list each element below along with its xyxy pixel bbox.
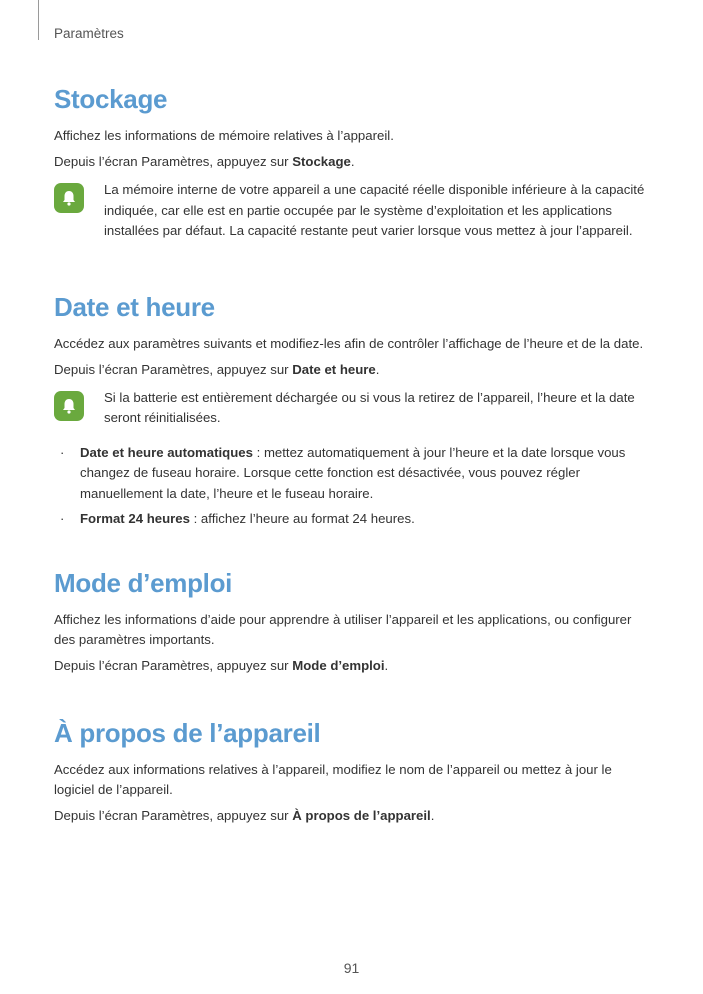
option-desc: : mettez automatiquement à jour l’heure et la date lorsque vous changez de fuseau horaire. Lorsque cette fonction est désactivée, vous pouvez régler manuellement la date, l’heure et le fuseau horaire. (80, 444, 626, 501)
note-text: La mémoire interne de votre appareil a une capacité réelle disponible inférieure à la capacité indiquée, car elle est en partie occupée par le système d’exploitation et les applications installées par défaut. La capacité restante peut varier lorsque vous mettez à jour l’appareil. (104, 182, 645, 238)
path-target: À propos de l’appareil (292, 807, 431, 823)
section-date-heure (54, 290, 654, 530)
running-header: Paramètres (54, 26, 124, 41)
bell-notice-icon (54, 183, 84, 213)
section-a-propos (54, 716, 654, 826)
navigation-path: Depuis l’écran Paramètres, appuyez sur À propos de l’appareil. (54, 807, 435, 823)
section-mode-emploi (54, 566, 654, 676)
path-target: Date et heure (292, 361, 376, 377)
section-stockage (54, 82, 654, 242)
navigation-path: Depuis l’écran Paramètres, appuyez sur Date et heure. (54, 361, 380, 377)
options-list (54, 443, 654, 530)
bullet-icon: · (60, 444, 65, 460)
list-item (54, 509, 654, 530)
note-box (54, 180, 654, 242)
page-number: 91 (343, 960, 360, 976)
section-title: Mode d’emploi (54, 567, 233, 598)
section-title: À propos de l’appareil (54, 717, 321, 748)
option-desc: : affichez l’heure au format 24 heures. (189, 511, 415, 526)
note-box (54, 388, 654, 429)
section-title: Stockage (54, 84, 168, 114)
section-title: Date et heure (54, 291, 215, 322)
bell-notice-icon (54, 391, 84, 421)
option-term: Format 24 heures (80, 511, 190, 526)
section-intro: Accédez aux informations relatives à l’appareil, modifiez le nom de l’appareil ou mettez à jour le logiciel de l’appareil. (54, 761, 612, 797)
option-term: Date et heure automatiques (80, 444, 253, 460)
note-text: Si la batterie est entièrement déchargée ou si vous la retirez de l’appareil, l’heure et la date seront réinitialisées. (104, 389, 635, 425)
navigation-path: Depuis l’écran Paramètres, appuyez sur Mode d’emploi. (54, 657, 389, 673)
path-target: Mode d’emploi (292, 657, 385, 673)
list-item (54, 443, 654, 505)
navigation-path: Depuis l’écran Paramètres, appuyez sur Stockage. (54, 154, 355, 169)
section-intro: Accédez aux paramètres suivants et modifiez-les afin de contrôler l’affichage de l’heure et de la date. (54, 335, 644, 351)
header-rule (38, 0, 39, 40)
page-content (54, 82, 654, 826)
section-intro: Affichez les informations de mémoire relatives à l’appareil. (54, 128, 394, 143)
path-target: Stockage (292, 154, 351, 169)
bullet-icon: · (60, 511, 65, 526)
section-intro: Affichez les informations d’aide pour apprendre à utiliser l’appareil et les applications, ou configurer des paramètres importants. (54, 611, 632, 647)
